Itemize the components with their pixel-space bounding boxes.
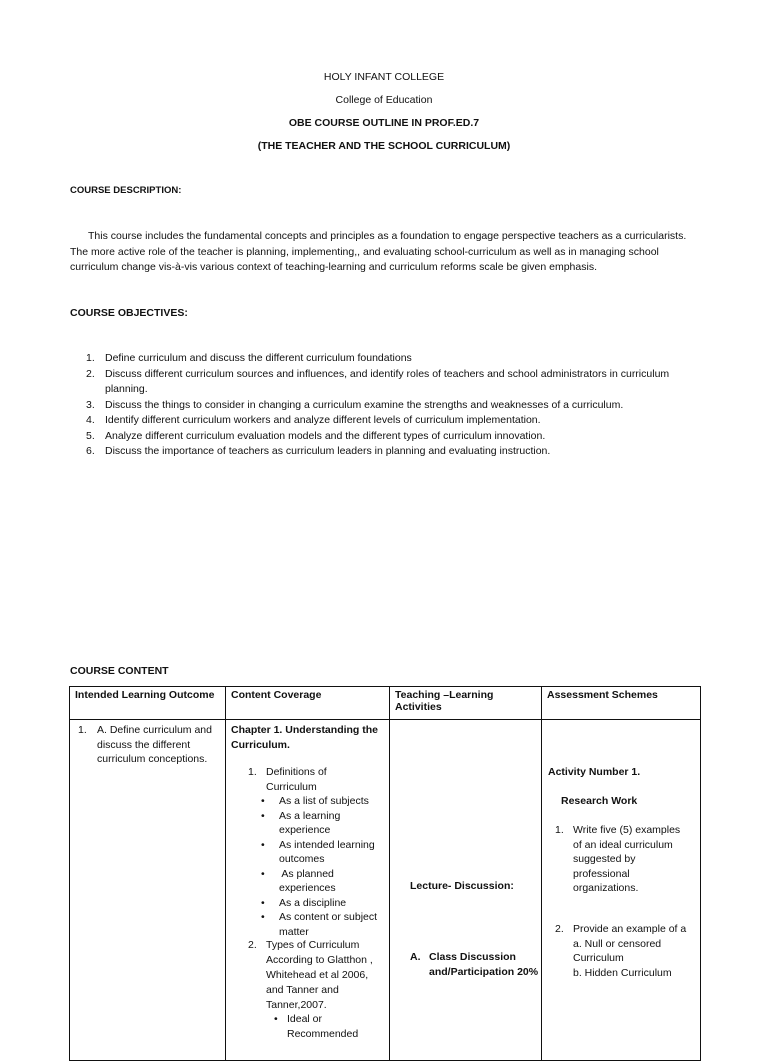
objective-text: planning.	[105, 383, 148, 395]
definition-bullet-list	[261, 794, 386, 939]
bullet-icon: •	[274, 1013, 278, 1025]
bullet-text: Recommended	[287, 1027, 359, 1040]
course-objectives-heading: COURSE OBJECTIVES:	[70, 307, 188, 319]
coverage-line: Curriculum	[266, 780, 317, 793]
objectives-list	[70, 351, 700, 460]
bullet-text: As a learning	[279, 809, 341, 822]
bullet-icon: •	[261, 911, 265, 923]
column-header: Content Coverage	[226, 687, 390, 720]
bullet-text: experience	[279, 824, 331, 836]
ilo-line: discuss the different	[97, 738, 191, 751]
coverage-line: and Tanner and	[266, 984, 339, 996]
bullet-icon: •	[261, 795, 265, 807]
bullet-text: As a discipline	[279, 896, 347, 909]
objective-text: Discuss different curriculum sources and influences, and identify roles of teachers and school administrators in curriculum	[105, 367, 670, 380]
objective-item	[70, 429, 700, 445]
table-header-row	[70, 687, 701, 720]
bullet-icon: •	[261, 838, 265, 851]
bullet-text: outcomes	[279, 853, 325, 865]
chapter-line: Chapter 1. Understanding the	[231, 724, 379, 736]
objective-item	[70, 398, 700, 414]
assessment-cell	[542, 720, 701, 1061]
objective-number: 2.	[86, 367, 95, 380]
bullet-text: As planned	[279, 867, 334, 880]
assessment-line: organizations.	[573, 882, 639, 894]
bullet-item	[261, 794, 386, 809]
bullet-icon: •	[261, 867, 265, 880]
activity-line: and/Participation 20%	[429, 965, 539, 978]
activity-text	[429, 950, 538, 979]
bullet-text: matter	[279, 925, 309, 938]
coverage-line: Whitehead et al 2006,	[266, 969, 369, 981]
description-line: This course includes the fundamental concepts and principles as a foundation to engage perspective teachers as a curricularists.	[88, 230, 687, 242]
activity-line: Class Discussion	[429, 951, 516, 963]
column-header: Assessment Schemes	[542, 687, 701, 720]
description-line: The more active role of the teacher is planning, implementing,, and evaluating school-curriculum as well as in managing school	[70, 245, 659, 258]
objective-number: 6.	[86, 445, 95, 457]
ilo-line: A. Define curriculum and	[97, 724, 212, 736]
coverage-line: Types of Curriculum	[266, 939, 360, 951]
objective-item	[70, 444, 700, 460]
lecture-label: Lecture- Discussion:	[410, 880, 514, 892]
column-header: Intended Learning Outcome	[70, 687, 226, 720]
bullet-text: As content or subject	[279, 911, 378, 923]
document-title: OBE COURSE OUTLINE IN PROF.ED.7	[288, 117, 480, 129]
objective-text: Analyze different curriculum evaluation models and the different types of curriculum innovation.	[105, 429, 546, 442]
bullet-text: As a list of subjects	[279, 795, 369, 807]
objective-text: Discuss the things to consider in changing a curriculum examine the strengths and weaknesses of a curriculum.	[105, 398, 624, 411]
objective-number: 1.	[86, 352, 95, 364]
assessment-line: of an ideal curriculum	[573, 838, 673, 851]
coverage-cell	[226, 720, 390, 1061]
activity-letter: A.	[410, 951, 421, 963]
ilo-number: 1.	[78, 724, 87, 736]
bullet-item	[261, 838, 386, 867]
research-work-label: Research Work	[561, 795, 638, 807]
course-description-text	[70, 229, 700, 276]
coverage-line: Definitions of	[266, 766, 327, 778]
assessment-line: Write five (5) examples	[573, 824, 681, 836]
assessment-line: a. Null or censored	[573, 937, 662, 950]
objective-number: 3.	[86, 398, 95, 411]
objective-item	[70, 367, 700, 398]
ilo-cell	[70, 720, 226, 1061]
objective-number: 4.	[86, 414, 95, 426]
coverage-item-number: 1.	[248, 766, 257, 778]
objective-item	[70, 351, 700, 367]
activity-number-label: Activity Number 1.	[548, 766, 641, 778]
objective-text: Identify different curriculum workers and analyze different levels of curriculum implementation.	[105, 414, 541, 426]
course-content-heading: COURSE CONTENT	[70, 665, 169, 677]
description-line: curriculum change vis-à-vis various context of teaching-learning and curriculum reforms scale be given emphasis.	[70, 261, 597, 273]
assessment-item-text	[573, 922, 686, 980]
assessment-item-number: 2.	[555, 923, 564, 935]
document-subtitle: (THE TEACHER AND THE SCHOOL CURRICULUM)	[257, 140, 511, 152]
assessment-item-text	[573, 823, 680, 896]
bullet-text: experiences	[279, 882, 336, 894]
course-description-heading: COURSE DESCRIPTION:	[70, 185, 182, 196]
bullet-item	[261, 896, 386, 911]
course-content-table	[69, 686, 701, 1061]
table-row	[70, 720, 701, 1061]
chapter-title	[231, 723, 378, 752]
assessment-line: professional	[573, 867, 630, 880]
bullet-item	[261, 809, 386, 838]
assessment-line: Provide an example of a	[573, 923, 687, 935]
bullet-item	[261, 867, 386, 896]
ilo-line: curriculum conceptions.	[97, 753, 208, 765]
coverage-item-text	[266, 938, 373, 1013]
assessment-line: b. Hidden Curriculum	[573, 966, 672, 979]
college-name: HOLY INFANT COLLEGE	[323, 71, 445, 83]
assessment-line: suggested by	[573, 853, 636, 865]
activities-cell	[390, 720, 542, 1061]
bullet-text: As intended learning	[279, 838, 375, 851]
bullet-icon: •	[261, 809, 265, 822]
objective-number: 5.	[86, 429, 95, 442]
chapter-line: Curriculum.	[231, 738, 290, 751]
bullet-icon: •	[261, 896, 265, 909]
coverage-item-text	[266, 765, 327, 794]
coverage-line: Tanner,2007.	[266, 999, 327, 1011]
objective-item	[70, 413, 700, 429]
column-header: Teaching –Learning Activities	[390, 687, 542, 720]
department-name: College of Education	[335, 94, 433, 106]
bullet-item	[261, 910, 386, 939]
coverage-line: According to Glatthon ,	[266, 954, 373, 966]
objective-text: Discuss the importance of teachers as curriculum leaders in planning and evaluating instruction.	[105, 445, 551, 457]
assessment-line: Curriculum	[573, 952, 624, 964]
ilo-text	[97, 723, 212, 767]
assessment-item-number: 1.	[555, 824, 564, 836]
sub-bullet-item	[274, 1012, 358, 1041]
coverage-item-number: 2.	[248, 939, 257, 951]
bullet-text: Ideal or	[287, 1013, 323, 1025]
objective-text: Define curriculum and discuss the different curriculum foundations	[105, 352, 412, 364]
